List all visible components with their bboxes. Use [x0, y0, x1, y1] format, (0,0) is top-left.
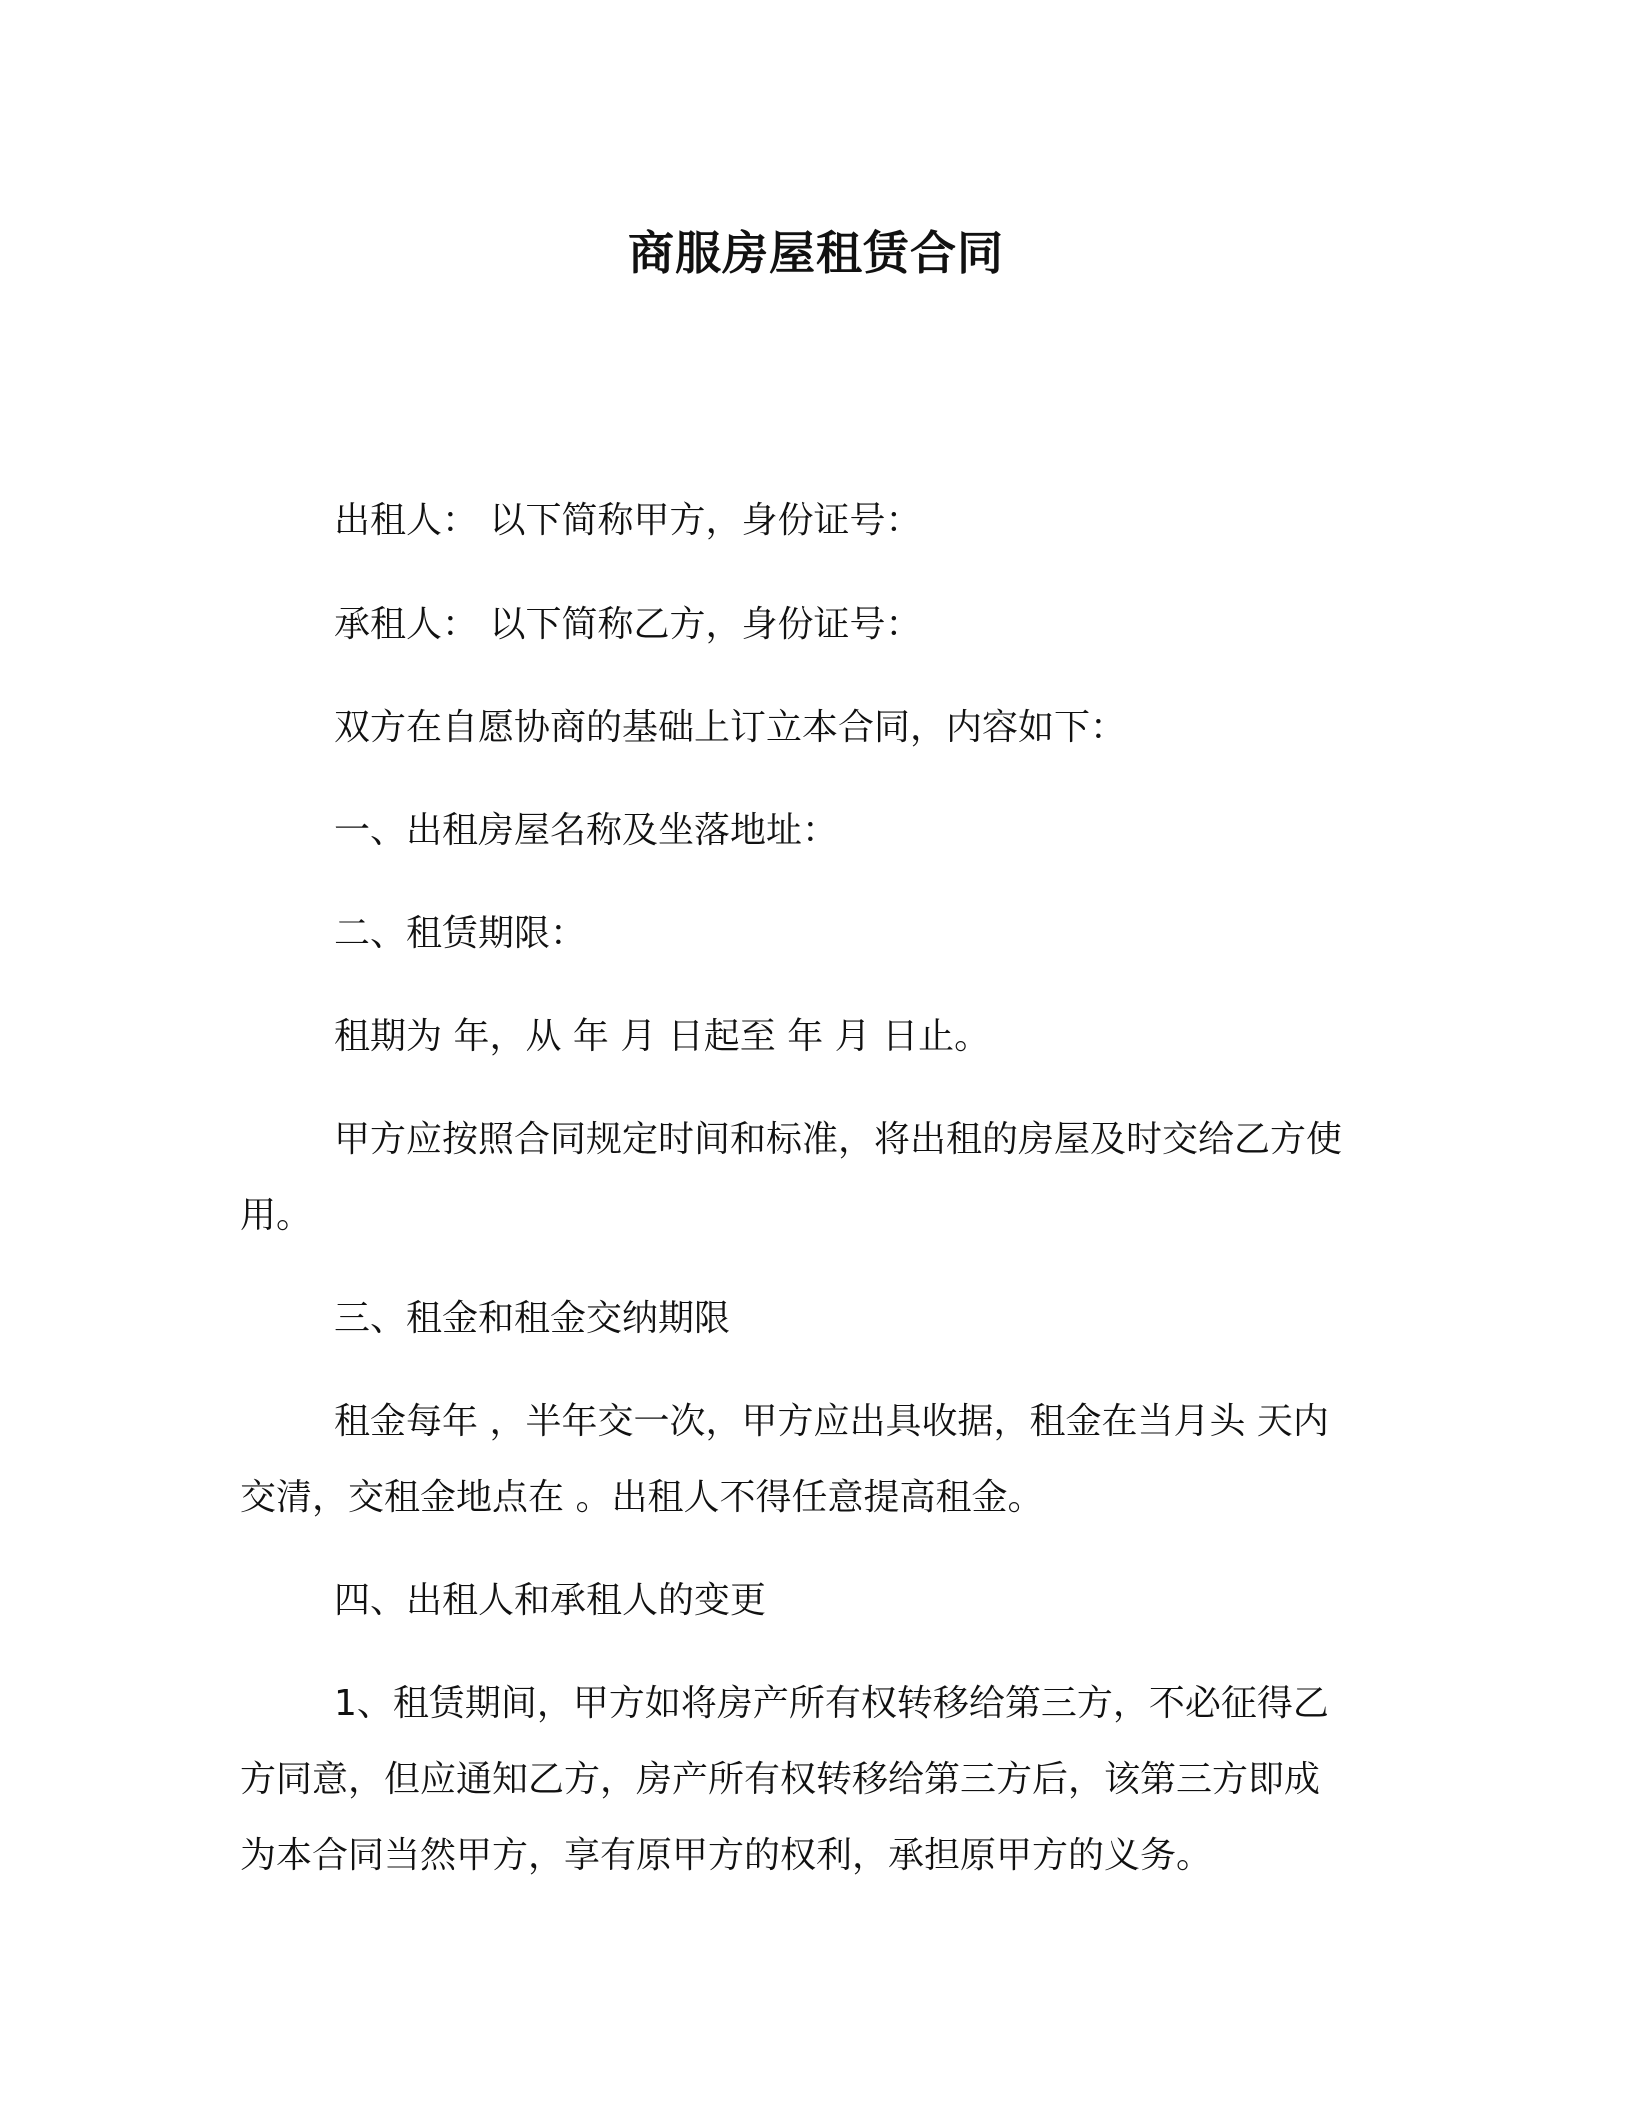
delivery-clause-line-1: 甲方应按照合同规定时间和标准，将出租的房屋及时交给乙方使 [334, 1119, 1343, 1160]
delivery-clause-line-2: 用。 [240, 1195, 313, 1236]
transfer-clause-line-2: 方同意，但应通知乙方，房产所有权转移给第三方后，该第三方即成 [240, 1759, 1321, 1800]
rent-clause-line-2: 交清，交租金地点在 。出租人不得任意提高租金。 [240, 1477, 1044, 1518]
section-2-heading: 二、租赁期限： [334, 913, 587, 954]
section-1-heading: 一、出租房屋名称及坐落地址： [334, 810, 839, 851]
lessee-line: 承租人： 以下简称乙方，身份证号： [334, 604, 922, 645]
transfer-clause-line-1: 1、租赁期间，甲方如将房产所有权转移给第三方，不必征得乙 [334, 1683, 1329, 1724]
section-3-heading: 三、租金和租金交纳期限 [334, 1298, 731, 1339]
lease-term-line: 租期为 年，从 年 月 日起至 年 月 日止。 [334, 1016, 991, 1057]
agreement-intro: 双方在自愿协商的基础上订立本合同，内容如下： [334, 707, 1127, 748]
document-title: 商服房屋租赁合同 [628, 226, 1004, 280]
lessor-line: 出租人： 以下简称甲方，身份证号： [334, 500, 922, 541]
rent-clause-line-1: 租金每年 ，半年交一次，甲方应出具收据，租金在当月头 天内 [334, 1401, 1329, 1442]
transfer-clause-line-3: 为本合同当然甲方，享有原甲方的权利，承担原甲方的义务。 [240, 1835, 1213, 1876]
section-4-heading: 四、出租人和承租人的变更 [334, 1580, 767, 1621]
